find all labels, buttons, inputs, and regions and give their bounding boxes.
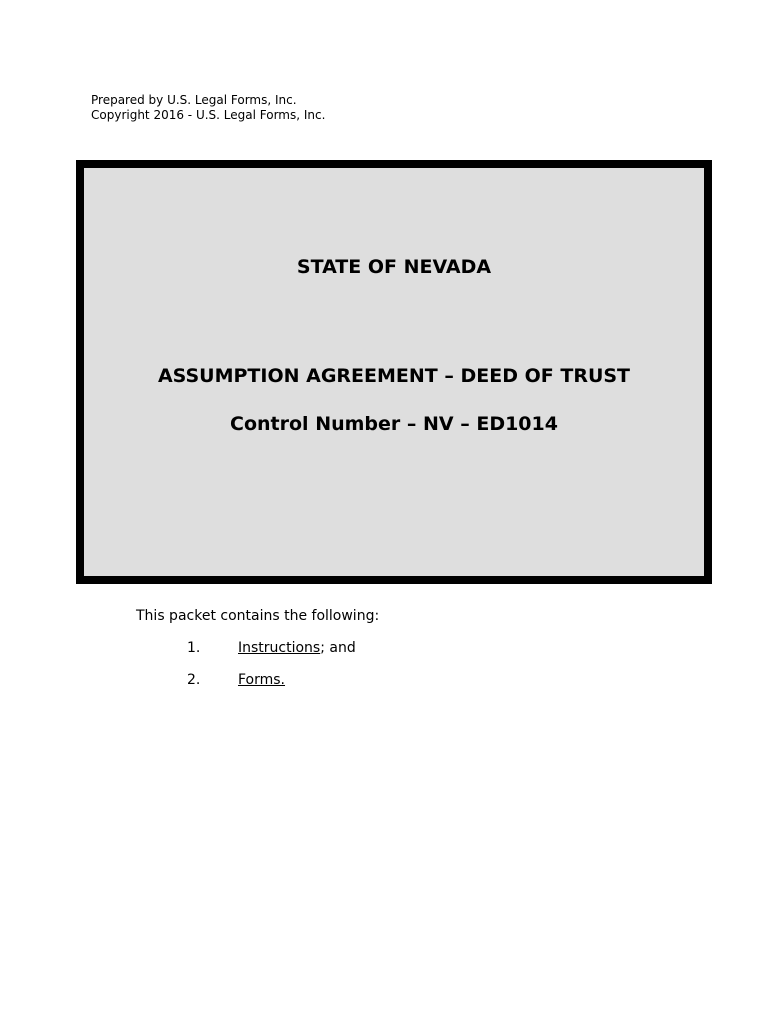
list-item	[187, 671, 285, 689]
prepared-by-line: Prepared by U.S. Legal Forms, Inc.	[91, 93, 297, 107]
prepared-by-block	[91, 93, 325, 123]
list-item-suffix: ; and	[320, 640, 356, 656]
copyright-line: Copyright 2016 - U.S. Legal Forms, Inc.	[91, 108, 326, 122]
packet-intro: This packet contains the following:	[136, 608, 380, 624]
list-item	[187, 639, 356, 657]
control-number: Control Number – NV – ED1014	[230, 413, 558, 435]
document-title: ASSUMPTION AGREEMENT – DEED OF TRUST	[157, 365, 631, 387]
list-item-number: 2.	[187, 672, 201, 688]
forms-link[interactable]: Forms.	[238, 672, 286, 688]
title-box	[76, 160, 712, 584]
list-item-number: 1.	[187, 640, 201, 656]
instructions-link[interactable]: Instructions	[238, 640, 321, 656]
state-heading: STATE OF NEVADA	[296, 256, 492, 278]
